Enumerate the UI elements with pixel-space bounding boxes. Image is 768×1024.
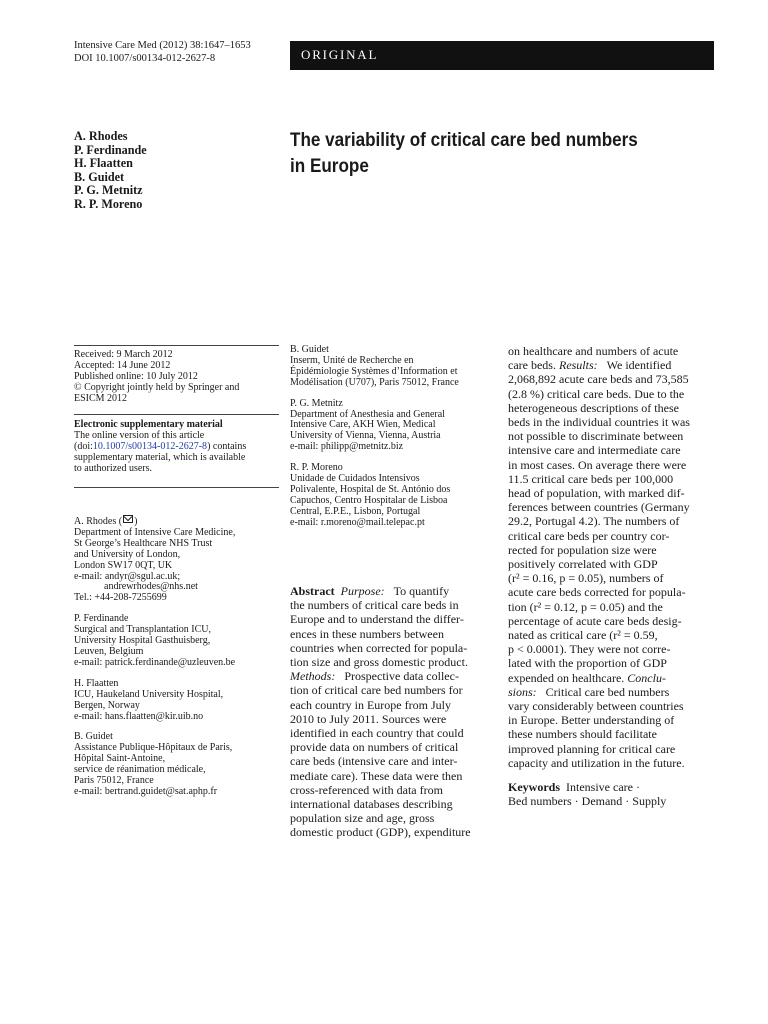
- stat-text: p < 0.0001). They were not corre-: [508, 642, 671, 657]
- author: P. G. Metnitz: [74, 183, 143, 198]
- journal-doi: DOI 10.1007/s00134-012-2627-8: [74, 52, 216, 64]
- envelope-icon: [123, 515, 133, 523]
- supplementary-text: to authorized users.: [74, 462, 153, 474]
- supplementary-text: The online version of this article: [74, 429, 205, 441]
- supplementary-heading: Electronic supplementary material: [74, 419, 223, 430]
- author: P. Ferdinande: [74, 142, 147, 157]
- stat-text: (r² = 0.16, p = 0.05), numbers of: [508, 571, 664, 586]
- author: B. Guidet: [74, 169, 125, 184]
- abstract-heading: Abstract: [290, 584, 335, 598]
- title-line: The variability of critical care bed numbers: [290, 130, 638, 151]
- section-label: ORIGINAL: [290, 41, 714, 70]
- journal-info: [74, 40, 251, 65]
- doi-link[interactable]: 10.1007/s00134-012-2627-8: [92, 440, 208, 452]
- copyright-line: © Copyright jointly held by Springer and: [74, 381, 240, 393]
- supplementary-text: (doi:10.1007/s00134-012-2627-8) contains: [74, 440, 247, 452]
- email-text: e-mail: patrick.ferdinande@uzleuven.be: [74, 656, 236, 668]
- results-label: Results:: [558, 358, 598, 373]
- abstract: Abstract Purpose: To quantify the numbers of critical care beds in Europe and to understand the differ- ences in these numbers between countries when corrected for popula- tion size and gross domestic product. Methods: Prospective data collec- tion of critical care bed numbers for each country in Europe from July 2010 to July 2011. Sources were identified in each country that could provide data on numbers of critical care beds (intensive care and inter- mediate care). These data were then cross-referenced with data from international databases describing population size and age, gross domestic product (GDP), expenditure: [290, 584, 471, 840]
- title-line: in Europe: [290, 156, 369, 177]
- conclusions-label: Conclu-: [627, 670, 666, 685]
- email-text: e-mail: bertrand.guidet@sat.aphp.fr: [74, 785, 218, 797]
- affiliation-guidet-inserm: B. Guidet Inserm, Unité de Recherche en Épidémiologie Systèmes d’Information et Modélisation (U707), Paris 75012, France: [290, 344, 459, 388]
- keywords: Keywords Intensive care ·: [508, 780, 640, 795]
- keywords-line: Bed numbers · Demand · Supply: [508, 794, 667, 809]
- supplementary-material: [74, 420, 246, 475]
- affiliation-ferdinande: P. Ferdinande Surgical and Transplantation ICU, University Hospital Gasthuisberg, Leuven, Belgium e-mail: patrick.ferdinande@uzleuven.be: [74, 613, 236, 668]
- email-text: e-mail: philipp@metnitz.biz: [290, 441, 404, 453]
- affiliation-moreno: R. P. Moreno Unidade de Cuidados Intensivos Polivalente, Hospital de St. António dos Capuchos, Centro Hospitalar de Lisboa Central, E.P.E., Lisbon, Portugal e-mail: r.moreno@mail.telepac.pt: [290, 463, 459, 528]
- copyright-line: ESICM 2012: [74, 392, 128, 404]
- email-text: e-mail: andyr@sgul.ac.uk;: [74, 570, 181, 582]
- author: R. P. Moreno: [74, 196, 143, 211]
- supplementary-text: supplementary material, which is available: [74, 451, 246, 463]
- keywords-label: Keywords: [508, 780, 560, 795]
- email-text: e-mail: hans.flaatten@kir.uib.no: [74, 710, 204, 722]
- email-text: andrewrhodes@nhs.net: [74, 581, 198, 593]
- history-accepted: Accepted: 14 June 2012: [74, 359, 171, 371]
- journal-citation: Intensive Care Med (2012) 38:1647–1653: [74, 40, 251, 51]
- author: A. Rhodes: [74, 129, 128, 143]
- phone-text: Tel.: +44-208-7255699: [74, 592, 167, 604]
- affiliations-left: [74, 516, 235, 798]
- email-text: e-mail: r.moreno@mail.telepac.pt: [290, 516, 425, 528]
- affiliation-rhodes: A. Rhodes ( ) Department of Intensive Care Medicine, St George’s Healthcare NHS Trust and University of London, London SW17 0QT, UK e-mail: andyr@sgul.ac.uk; andrewrhodes@nhs.net Tel.: +44-208-7255699: [74, 516, 236, 604]
- history-published: Published online: 10 July 2012: [74, 370, 198, 382]
- history-received: Received: 9 March 2012: [74, 349, 173, 360]
- affiliation-metnitz: P. G. Metnitz Department of Anesthesia and General Intensive Care, AKH Wien, Medical University of Vienna, Vienna, Austria e-mail: philipp@metnitz.biz: [290, 399, 459, 454]
- divider: [74, 487, 279, 488]
- article-history: [74, 350, 239, 405]
- stat-text: nated as critical care (r² = 0.59,: [508, 628, 658, 643]
- affiliations-middle: [290, 345, 459, 529]
- stat-text: tion (r² = 0.12, p = 0.05) and the: [508, 599, 663, 614]
- purpose-label: Purpose:: [340, 584, 385, 598]
- methods-label: Methods:: [290, 669, 336, 684]
- article-title: [290, 128, 668, 180]
- author-list: [74, 130, 147, 212]
- affiliation-guidet: B. Guidet Assistance Publique-Hôpitaux de Paris, Hôpital Saint-Antoine, service de réanimation médicale, Paris 75012, France e-mail: bertrand.guidet@sat.aphp.fr: [74, 732, 235, 797]
- affiliation-flaatten: H. Flaatten ICU, Haukeland University Hospital, Bergen, Norway e-mail: hans.flaatten@kir.uib.no: [74, 679, 235, 723]
- divider: [74, 345, 279, 346]
- abstract-continued: on healthcare and numbers of acute care beds. Results: We identified 2,068,892 acute care beds and 73,585 (2.8 %) critical care beds. Due to the heterogeneous descriptions of these beds in the individual countries it was not possible to discriminate between intensive care and intermediate care in most cases. On average there were 11.5 critical care beds per 100,000 head of population, with marked dif- ferences between countries (Germany 29.2, Portugal 4.2). The numbers of critical care beds per country cor- rected for population size were positively correlated with GDP (r² = 0.16, p = 0.05), numbers of acute care beds corrected for popula- tion (r² = 0.12, p = 0.05) and the percentage of acute care beds desig- nated as critical care (r² = 0.59, p < 0.0001). They were not corre- lated with the proportion of GDP expended on healthcare. Conclu- sions: Critical care bed numbers vary considerably between countries in Europe. Better understanding of these numbers should facilitate improved planning for critical care capacity and utilization in the future. Keywords Intensive care · Bed numbers · Demand · Supply: [508, 344, 718, 809]
- divider: [74, 414, 279, 415]
- author: H. Flaatten: [74, 156, 133, 171]
